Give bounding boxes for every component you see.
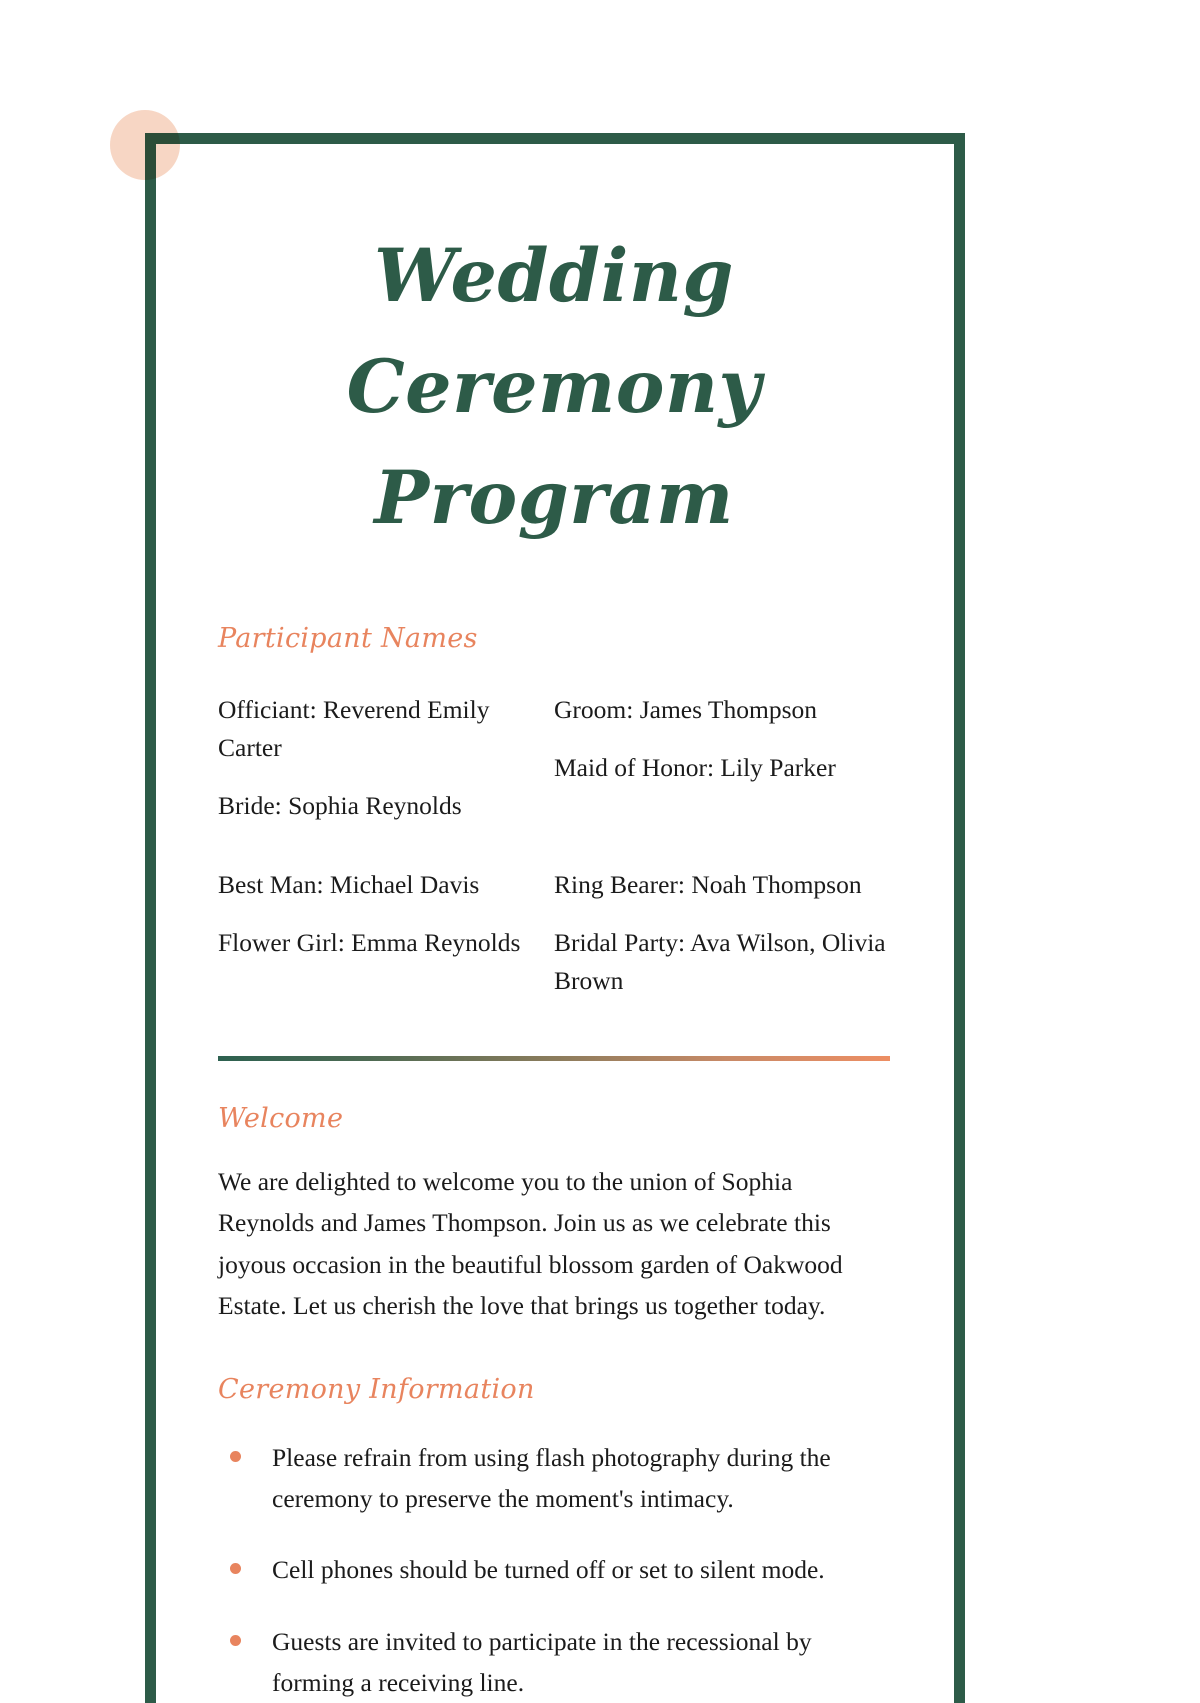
participant-column-left (218, 691, 554, 824)
participant-group (218, 924, 890, 999)
bullet-dot-icon (230, 1563, 241, 1574)
participant-group (218, 866, 890, 904)
participant-column-right (554, 866, 890, 904)
participant-item: Best Man: Michael Davis (218, 870, 480, 900)
participant-item: Bride: Sophia Reynolds (218, 790, 462, 820)
participant-column-left (218, 866, 554, 904)
section-heading-ceremony-information: Ceremony Information (218, 1374, 535, 1406)
ceremony-information-list (218, 1437, 890, 1703)
section-heading-welcome: Welcome (218, 1102, 344, 1134)
participant-item: Bridal Party: Ava Wilson, Olivia Brown (554, 928, 886, 995)
bullet-dot-icon (230, 1635, 241, 1646)
participant-column-right (554, 691, 890, 824)
participant-item: Officiant: Reverend Emily Carter (218, 695, 490, 762)
list-item (218, 1549, 890, 1590)
bullet-dot-icon (230, 1451, 241, 1462)
participant-group (218, 691, 890, 824)
document-content (218, 133, 890, 1703)
participant-item: Flower Girl: Emma Reynolds (218, 928, 521, 958)
page-title-line-1: Wedding Ceremony (346, 233, 762, 430)
participant-item: Maid of Honor: Lily Parker (554, 752, 836, 782)
participant-column-right (554, 924, 890, 999)
list-item (218, 1437, 890, 1520)
participant-names-grid (218, 691, 890, 999)
welcome-paragraph: We are delighted to welcome you to the union of Sophia Reynolds and James Thompson. Join us as we celebrate this joyous occasion in the beautiful blossom garden of Oakwood Estate. Let us cherish the love that brings us together today. (218, 1167, 843, 1320)
participant-item: Ring Bearer: Noah Thompson (554, 870, 862, 900)
list-item-text: Guests are invited to participate in the recessional by forming a receiving line. (272, 1626, 812, 1697)
participant-item: Groom: James Thompson (554, 695, 818, 725)
gradient-divider (218, 1056, 890, 1061)
page-title-line-2: Program (374, 454, 734, 541)
section-heading-participant-names: Participant Names (218, 622, 478, 654)
list-item-text: Cell phones should be turned off or set to silent mode. (272, 1555, 825, 1585)
list-item (218, 1621, 890, 1703)
page-title (218, 133, 890, 554)
participant-column-left (218, 924, 554, 999)
corner-circle-decoration (110, 110, 180, 180)
list-item-text: Please refrain from using flash photography during the ceremony to preserve the moment's intimacy. (272, 1442, 831, 1513)
